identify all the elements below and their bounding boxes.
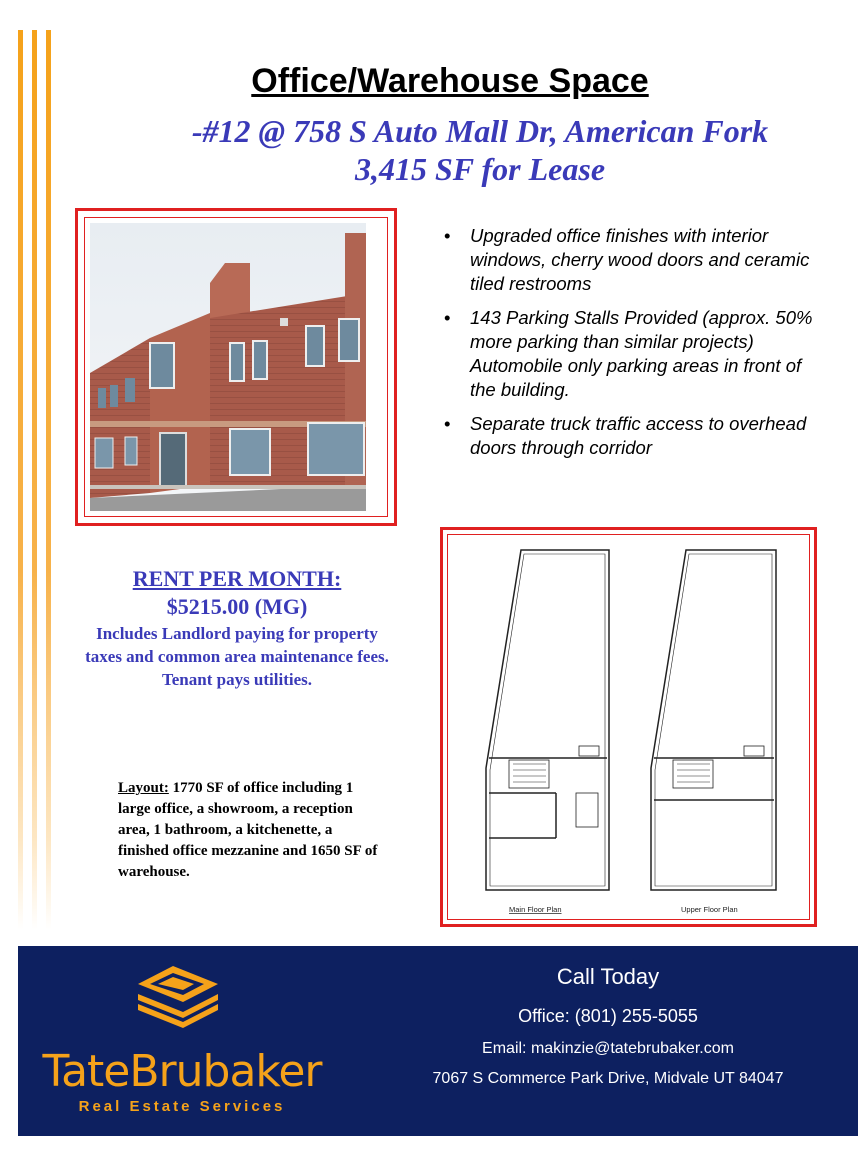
stripe <box>46 30 51 930</box>
rent-heading: RENT PER MONTH: <box>132 566 342 591</box>
rent-price: $5215.00 (MG) <box>166 594 308 619</box>
list-item <box>442 412 822 460</box>
office-address: 7067 S Commerce Park Drive, Midvale UT 84047 <box>432 1070 784 1087</box>
contact-email[interactable]: Email: makinzie@tatebrubaker.com <box>482 1040 734 1057</box>
bullet-icon: • <box>444 307 451 328</box>
stripe <box>32 30 37 930</box>
call-today-heading: Call Today <box>556 964 660 989</box>
decorative-stripes <box>18 30 58 930</box>
bullet-icon: • <box>444 413 451 434</box>
footer <box>18 946 858 1136</box>
rent-note: Includes Landlord paying for property taxes and common area maintenance fees. Tenant pays utilities. <box>85 624 389 689</box>
stripe <box>18 30 23 930</box>
feature-text: 143 Parking Stalls Provided (approx. 50% more parking than similar projects) Automobile only parking areas in front of the building. <box>470 307 813 400</box>
list-item <box>442 224 822 296</box>
layout-description <box>118 778 378 883</box>
subtitle-size: 3,415 SF for Lease <box>354 151 606 187</box>
layout-text: 1770 SF of office including 1 large office, a showroom, a reception area, 1 bathroom, a kitchenette, a finished office mezzanine and 1650 SF of warehouse. <box>118 780 378 880</box>
building-photo <box>90 223 366 511</box>
feature-text: Separate truck traffic access to overhead doors through corridor <box>470 413 807 458</box>
brand-tagline: Real Estate Services <box>78 1098 286 1115</box>
company-logo <box>18 946 348 1136</box>
building-photo-frame <box>75 208 397 526</box>
layout-label: Layout: <box>118 780 169 796</box>
office-phone[interactable]: Office: (801) 255-5055 <box>518 1006 698 1026</box>
contact-info <box>358 946 858 1136</box>
subtitle-address: -#12 @ 758 S Auto Mall Dr, American Fork <box>191 113 769 149</box>
logo-mark-icon <box>18 946 348 1046</box>
feature-list <box>442 224 822 470</box>
upper-floor-label: Upper Floor Plan <box>681 905 738 914</box>
page-title: Office/Warehouse Space <box>251 62 649 100</box>
list-item <box>442 306 822 402</box>
main-floor-label: Main Floor Plan <box>509 905 562 914</box>
brand-name: TateBrubaker <box>42 1046 322 1097</box>
feature-text: Upgraded office finishes with interior windows, cherry wood doors and ceramic tiled restrooms <box>470 225 810 294</box>
bullet-icon: • <box>444 225 451 246</box>
floor-plan-drawing <box>451 538 806 920</box>
page-subtitle <box>100 112 860 188</box>
floor-plan-frame <box>440 527 817 927</box>
rent-section <box>80 566 394 691</box>
